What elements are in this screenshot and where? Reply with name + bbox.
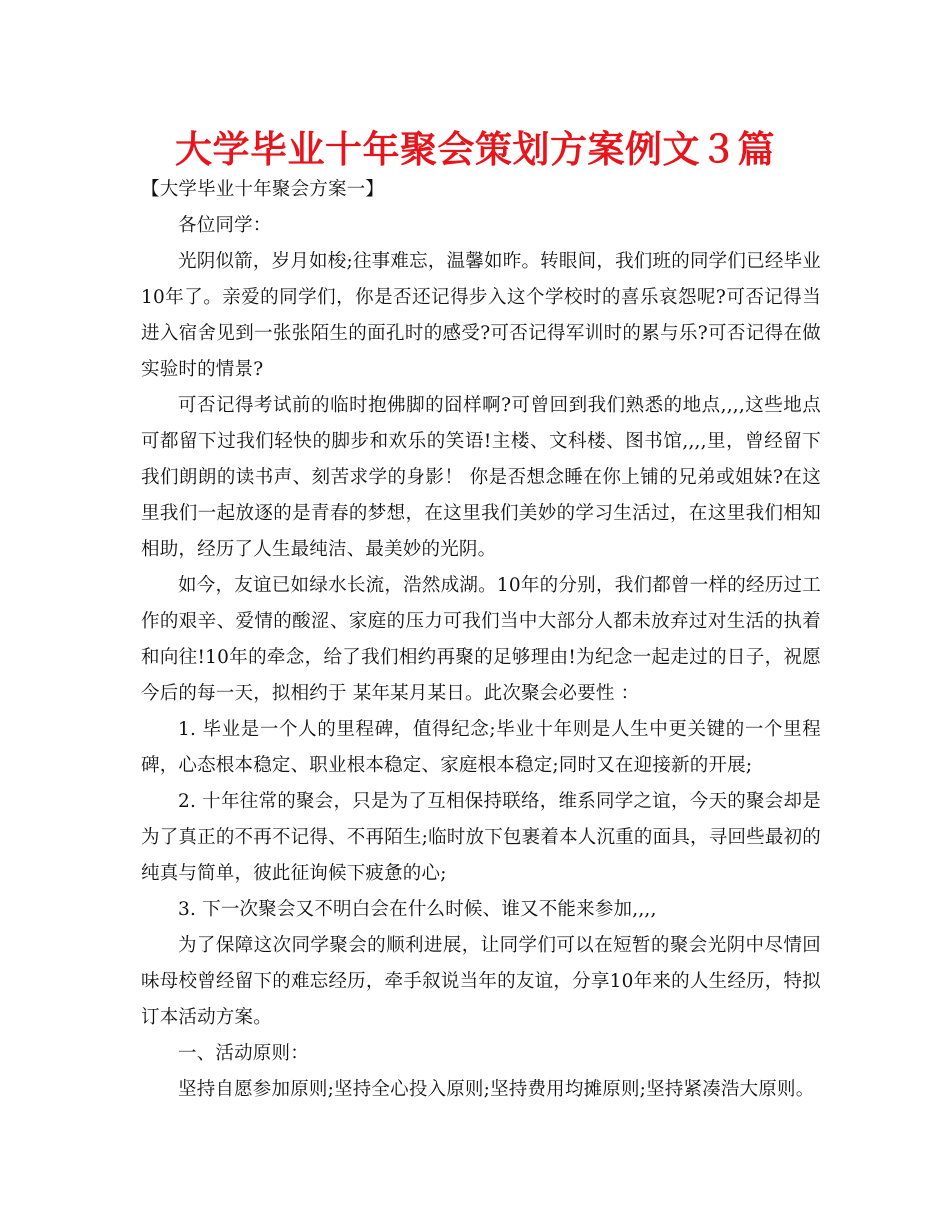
list-item-necessity-2: 2. 十年往常的聚会，只是为了互相保持联络，维系同学之谊，今天的聚会却是为了真正的不再不记得、不再陌生;临时放下包裹着本人沉重的面具，寻回些最初的纯真与简单，彼此征询候下疲惫的心; [141,791,822,884]
section-heading-principles: 一、活动原则： [178,1043,309,1064]
document-title: 大学毕业十年聚会策划方案例文３篇 [175,128,775,171]
body-paragraph: 光阴似箭，岁月如梭;往事难忘，温馨如昨。转眼间，我们班的同学们已经毕业10年了。亲爱的同学们，你是否还记得步入这个学校时的喜乐哀怨呢?可否记得当进入宿舍见到一张张陌生的面孔时的感受?可否记得军训时的累与乐?可否记得在做实验时的情景? [141,251,821,380]
list-item-necessity-1: 1. 毕业是一个人的里程碑，值得纪念;毕业十年则是人生中更关键的一个里程碑，心态根本稳定、职业根本稳定、家庭根本稳定;同时又在迎接新的开展; [141,719,821,776]
salutation: 各位同学： [178,215,272,236]
list-item-necessity-3: 3. 下一次聚会又不明白会在什么时候、谁又不能来参加,,,, [178,899,657,920]
body-paragraph: 可否记得考试前的临时抱佛脚的囧样啊?可曾回到我们熟悉的地点,,,,这些地点可都留下过我们轻快的脚步和欢乐的笑语!主楼、文科楼、图书馆,,,,里，曾经留下我们朗朗的读书声、刻苦求学的身影！ 你是否想念睡在你上铺的兄弟或姐妹?在这里我们一起放逐的是青春的梦想，在这里我们美妙的学习生活过，在这里我们相知相助，经历了人生最纯洁、最美妙的光阴。 [141,395,821,560]
body-paragraph: 如今，友谊已如绿水长流，浩然成湖。10年的分别，我们都曾一样的经历过工作的艰辛、爱情的酸涩、家庭的压力可我们当中大部分人都未放弃过对生活的执着和向往!10年的牵念，给了我们相约再聚的足够理由!为纪念一起走过的日子，祝愿今后的每一天，拟相约于 某年某月某日。此次聚会必要性 ： [141,575,821,704]
document-body [141,172,821,1108]
body-paragraph: 为了保障这次同学聚会的顺利进展，让同学们可以在短暂的聚会光阴中尽情回味母校曾经留下的难忘经历，牵手叙说当年的友谊，分享10年来的人生经历，特拟订本活动方案。 [141,935,821,1028]
body-paragraph: 坚持自愿参加原则;坚持全心投入原则;坚持费用均摊原则;坚持紧凑浩大原则。 [178,1079,815,1100]
section-heading-plan-one: 【大学毕业十年聚会方案一】 [141,179,385,200]
